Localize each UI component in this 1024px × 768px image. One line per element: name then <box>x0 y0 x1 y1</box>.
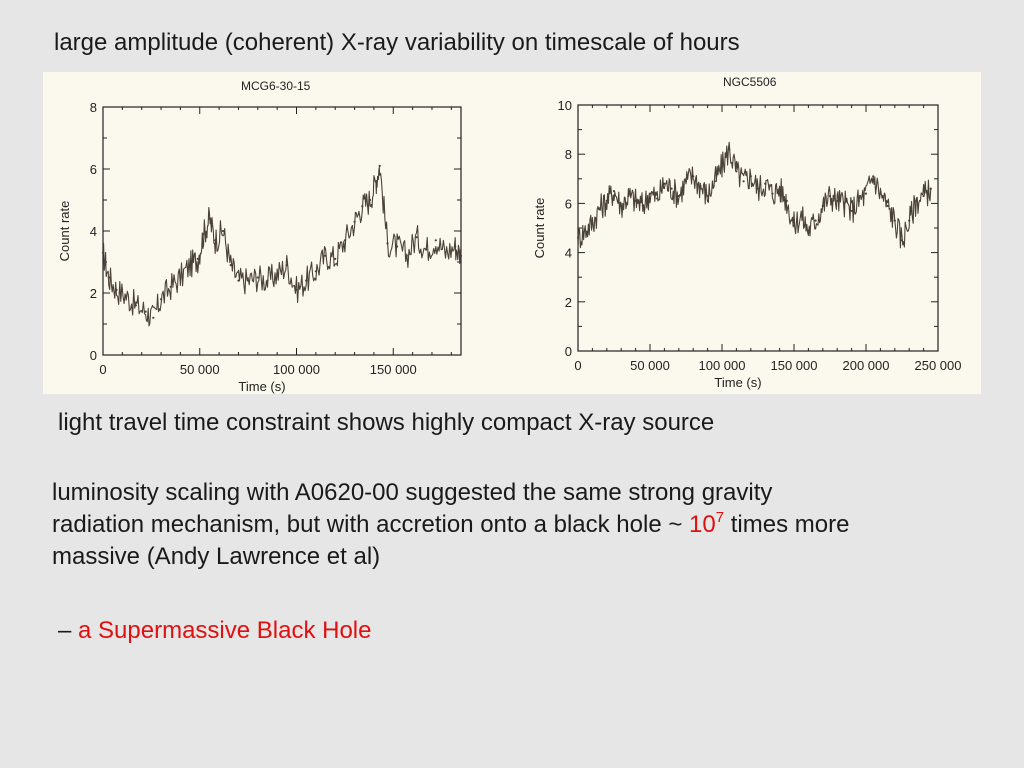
chart1-y-tick-label: 0 <box>89 348 97 363</box>
chart1-data-point <box>344 239 346 241</box>
chart2-x-tick-label: 250 000 <box>914 358 962 373</box>
chart1-data-point <box>214 239 216 241</box>
chart2-data-point <box>872 175 874 177</box>
chart2-data-point <box>685 180 687 182</box>
chart2-data-point <box>743 180 745 182</box>
chart2-x-tick-label: 0 <box>574 358 582 373</box>
chart1-data-point <box>102 252 104 254</box>
chart1-x-axis-title: Time (s) <box>238 379 286 394</box>
chart2-data-point <box>656 197 658 199</box>
chart2-data-point <box>887 205 889 207</box>
chart1-y-tick-label: 8 <box>89 100 97 115</box>
chart2-data-point <box>584 229 586 231</box>
chart2-data-point <box>843 202 845 204</box>
chart1-data-point <box>460 255 462 257</box>
chart2-series-line <box>578 142 931 248</box>
chart1-data-point <box>425 249 427 251</box>
chart1-data-point <box>415 236 417 238</box>
chart2-data-point <box>620 205 622 207</box>
conclusion-text: a Supermassive Black Hole <box>78 617 372 644</box>
chart2-data-point <box>807 229 809 231</box>
chart1-x-tick-label: 100 000 <box>273 362 321 377</box>
chart1-y-tick-label: 4 <box>89 224 97 239</box>
chart2-data-point <box>642 205 644 207</box>
chart2-data-point <box>635 200 637 202</box>
chart1-data-point <box>334 258 336 260</box>
chart1-data-point <box>266 280 268 282</box>
chart2-data-point <box>908 220 910 222</box>
chart1-data-point <box>115 289 117 291</box>
chart1-data-point <box>295 289 297 291</box>
chart2-y-axis-title: Count rate <box>532 197 547 259</box>
chart2-data-point <box>764 183 766 185</box>
chart2-data-point <box>678 195 680 197</box>
chart2-x-tick-label: 100 000 <box>698 358 746 373</box>
chart1-data-point <box>237 280 239 282</box>
chart2-data-point <box>591 222 593 224</box>
mass-factor-exponent: 7 <box>715 509 725 526</box>
chart2-title: NGC5506 <box>723 75 777 89</box>
chart2-y-tick-label: 0 <box>564 344 572 359</box>
chart1-data-point <box>125 295 127 297</box>
chart1-data-point <box>203 233 205 235</box>
chart1-x-tick-label: 0 <box>99 362 107 377</box>
chart2-data-point <box>858 200 860 202</box>
light-curves-figure <box>43 72 981 394</box>
chart2-data-point <box>800 215 802 217</box>
slide-heading: large amplitude (coherent) X-ray variability on timescale of hours <box>54 29 740 56</box>
chart1-y-tick-label: 2 <box>89 286 97 301</box>
chart2-data-point <box>577 237 579 239</box>
chart1-data-point <box>247 280 249 282</box>
chart1-data-point <box>324 255 326 257</box>
chart1-data-point <box>222 230 224 232</box>
chart2-data-point <box>721 165 723 167</box>
chart1-data-point <box>160 298 162 300</box>
chart2-data-point <box>793 224 795 226</box>
chart2-data-point <box>750 175 752 177</box>
chart2-data-point <box>707 195 709 197</box>
chart2-data-point <box>692 175 694 177</box>
chart1-data-point <box>361 205 363 207</box>
chart2-x-tick-label: 200 000 <box>842 358 890 373</box>
luminosity-line-2-end: times more <box>724 511 850 538</box>
chart1-data-point <box>135 304 137 306</box>
chart2-x-axis-title: Time (s) <box>714 375 762 390</box>
chart2-data-point <box>627 195 629 197</box>
chart1-data-point <box>108 276 110 278</box>
luminosity-scaling-point <box>52 477 849 573</box>
mass-factor-base: 10 <box>689 511 716 538</box>
chart1-data-point <box>257 276 259 278</box>
chart2-y-tick-label: 2 <box>564 294 572 310</box>
chart1-data-point <box>276 273 278 275</box>
chart2-data-point <box>714 180 716 182</box>
chart1-data-point <box>230 264 232 266</box>
chart1-series-line <box>103 167 461 326</box>
light-curves-svg <box>43 72 981 394</box>
chart2-x-tick-label: 150 000 <box>770 358 818 373</box>
chart2-y-tick-label: 4 <box>564 245 572 261</box>
chart1-data-point <box>315 270 317 272</box>
chart2-data-point <box>757 188 759 190</box>
chart2-data-point <box>930 188 932 190</box>
chart1-data-point <box>369 199 371 201</box>
chart1-plot-frame <box>103 107 461 355</box>
chart2-data-point <box>851 210 853 212</box>
chart2-data-point <box>663 183 665 185</box>
chart2-data-point <box>923 195 925 197</box>
chart1-y-axis-title: Count rate <box>57 200 72 262</box>
chart2-data-point <box>901 239 903 241</box>
chart2-data-point <box>836 200 838 202</box>
chart1-x-tick-label: 150 000 <box>369 362 417 377</box>
chart1-data-point <box>179 276 181 278</box>
chart2-data-point <box>829 195 831 197</box>
chart1-data-point <box>444 252 446 254</box>
chart2-y-tick-label: 8 <box>564 147 572 163</box>
chart1-data-point <box>170 286 172 288</box>
compact-source-point: light travel time constraint shows highly compact X-ray source <box>58 409 715 436</box>
chart1-data-point <box>354 221 356 223</box>
chart2-data-point <box>771 193 773 195</box>
luminosity-line-2-start: radiation mechanism, but with accretion onto a black hole ~ <box>52 511 690 538</box>
chart1-data-point <box>435 239 437 241</box>
chart2-data-point <box>613 190 615 192</box>
chart1-title: MCG6-30-15 <box>241 79 311 93</box>
chart2-plot-frame <box>578 105 938 351</box>
chart1-data-point <box>305 280 307 282</box>
chart1-y-tick-label: 6 <box>89 162 97 177</box>
chart2-x-tick-label: 50 000 <box>630 358 670 373</box>
conclusion-dash: – <box>58 617 79 644</box>
chart2-data-point <box>779 188 781 190</box>
mass-factor <box>689 511 724 538</box>
chart2-data-point <box>894 220 896 222</box>
chart2-data-point <box>915 200 917 202</box>
chart2-data-point <box>735 170 737 172</box>
chart2-data-point <box>671 188 673 190</box>
chart1-data-point <box>145 311 147 313</box>
chart2-data-point <box>606 200 608 202</box>
chart1-data-point <box>197 258 199 260</box>
chart1-data-point <box>386 242 388 244</box>
luminosity-line-1: luminosity scaling with A0620-00 suggested the same strong gravity <box>52 479 773 506</box>
chart1-data-point <box>406 255 408 257</box>
chart2-data-point <box>815 220 817 222</box>
chart1-data-point <box>454 245 456 247</box>
chart2-data-point <box>865 193 867 195</box>
chart1-data-point <box>396 245 398 247</box>
chart1-data-point <box>189 264 191 266</box>
chart1-x-tick-label: 50 000 <box>179 362 220 377</box>
chart1-data-point <box>375 180 377 182</box>
chart2-data-point <box>822 205 824 207</box>
chart2-y-tick-label: 10 <box>557 98 572 113</box>
chart2-data-point <box>728 148 730 150</box>
chart1-data-point <box>208 218 210 220</box>
luminosity-line-3: massive (Andy Lawrence et al) <box>52 543 381 570</box>
chart2-data-point <box>649 193 651 195</box>
chart1-data-point <box>379 165 381 167</box>
chart1-data-point <box>286 264 288 266</box>
conclusion <box>58 615 371 647</box>
chart2-data-point <box>599 207 601 209</box>
chart2-data-point <box>699 185 701 187</box>
chart1-data-point <box>152 317 154 319</box>
chart2-data-point <box>786 200 788 202</box>
chart2-data-point <box>879 193 881 195</box>
chart2-y-tick-label: 6 <box>564 196 572 212</box>
